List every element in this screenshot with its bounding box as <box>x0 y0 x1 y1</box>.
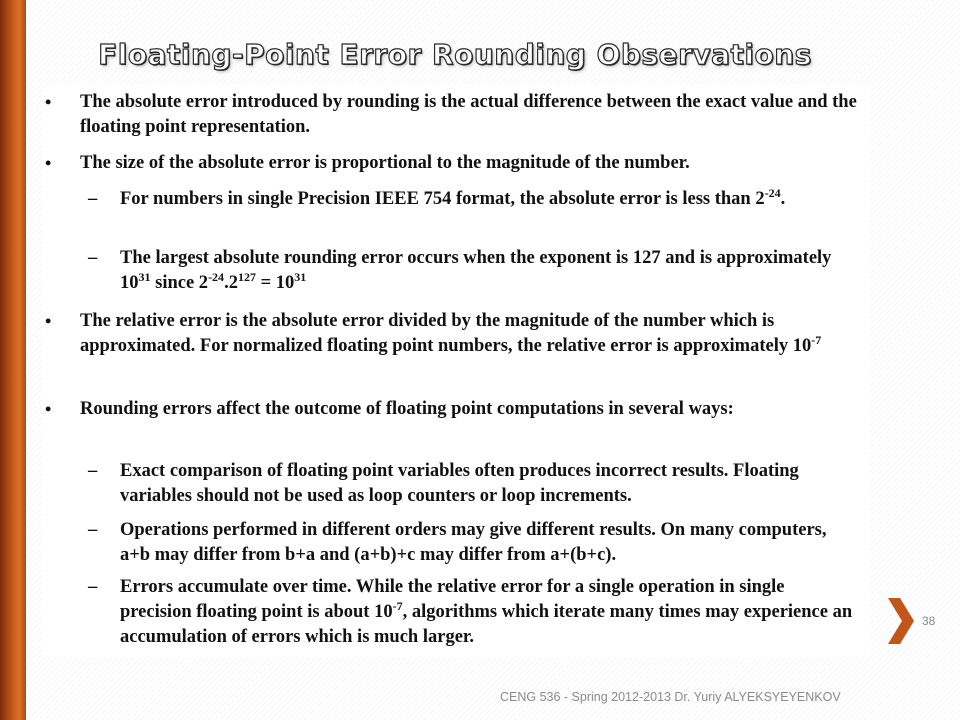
bullet-text: The relative error is the absolute error divided by the magnitude of the number which is approximated. For normalized floating point numbers, the relative error is approximately 10 <box>80 311 812 356</box>
subitem-text: since 2 <box>150 273 209 293</box>
bullet-text: The absolute error introduced by rounding is the actual difference between the exact value and the floating point representation. <box>80 92 857 137</box>
exponent: -24 <box>764 186 781 200</box>
dash-marker: – <box>88 577 98 597</box>
bullet-rounding-effects <box>45 397 870 422</box>
dash-marker: – <box>88 189 98 209</box>
subitem-text: The largest absolute rounding error occurs when the exponent is 127 and is approximately 10 <box>120 248 832 293</box>
dash-marker: – <box>88 248 98 268</box>
exponent: -7 <box>811 333 822 347</box>
subitem-text: For numbers in single Precision IEEE 754 format, the absolute error is less than 2 <box>120 189 765 209</box>
exponent: 31 <box>294 270 307 284</box>
exponent: -7 <box>392 599 403 613</box>
footer-text: CENG 536 - Spring 2012-2013 Dr. Yuriy ALYEKSYEYENKOV <box>500 690 841 704</box>
subitem-exact-comparison <box>88 459 860 509</box>
exponent: -24 <box>208 270 225 284</box>
bullet-error-size <box>45 151 870 176</box>
page-number: 38 <box>922 614 936 628</box>
subitem-text: . <box>780 189 786 209</box>
bullet-absolute-error <box>45 90 870 140</box>
bullet-text: The size of the absolute error is proportional to the magnitude of the number. <box>80 153 690 173</box>
bullet-relative-error <box>45 309 870 359</box>
slide-title: Floating-Point Error Rounding Observations <box>98 38 812 71</box>
exponent: 31 <box>138 270 151 284</box>
subitem-text: = 10 <box>255 273 295 293</box>
bullet-dot: • <box>45 311 52 331</box>
next-slide-chevron-icon[interactable] <box>884 596 918 646</box>
bullet-dot: • <box>45 399 52 419</box>
dash-marker: – <box>88 520 98 540</box>
left-accent-bar <box>0 0 26 720</box>
exponent: 127 <box>237 270 256 284</box>
subitem-text: , algorithms which iterate many times may experience an accumulation of errors which is much larger. <box>120 602 853 647</box>
bullet-dot: • <box>45 153 52 173</box>
content-area <box>42 84 870 658</box>
subitem-text: Operations performed in different orders may give different results. On many computers, a+b may differ from b+a and (a+b)+c may differ from a+(b+c). <box>120 520 827 565</box>
subitem-single-precision <box>88 186 860 212</box>
subitem-text: Exact comparison of floating point variables often produces incorrect results. Floating variables should not be used as loop counters or loop increments. <box>120 461 799 506</box>
subitem-largest-error <box>88 246 860 296</box>
subitem-text: Errors accumulate over time. While the relative error for a single operation in single precision floating point is about 10 <box>120 577 785 622</box>
bullet-text: Rounding errors affect the outcome of floating point computations in several ways: <box>80 399 734 419</box>
dash-marker: – <box>88 461 98 481</box>
bullet-dot: • <box>45 92 52 112</box>
subitem-text: .2 <box>224 273 238 293</box>
subitem-error-accumulation <box>88 575 860 650</box>
subitem-operation-order <box>88 518 860 568</box>
